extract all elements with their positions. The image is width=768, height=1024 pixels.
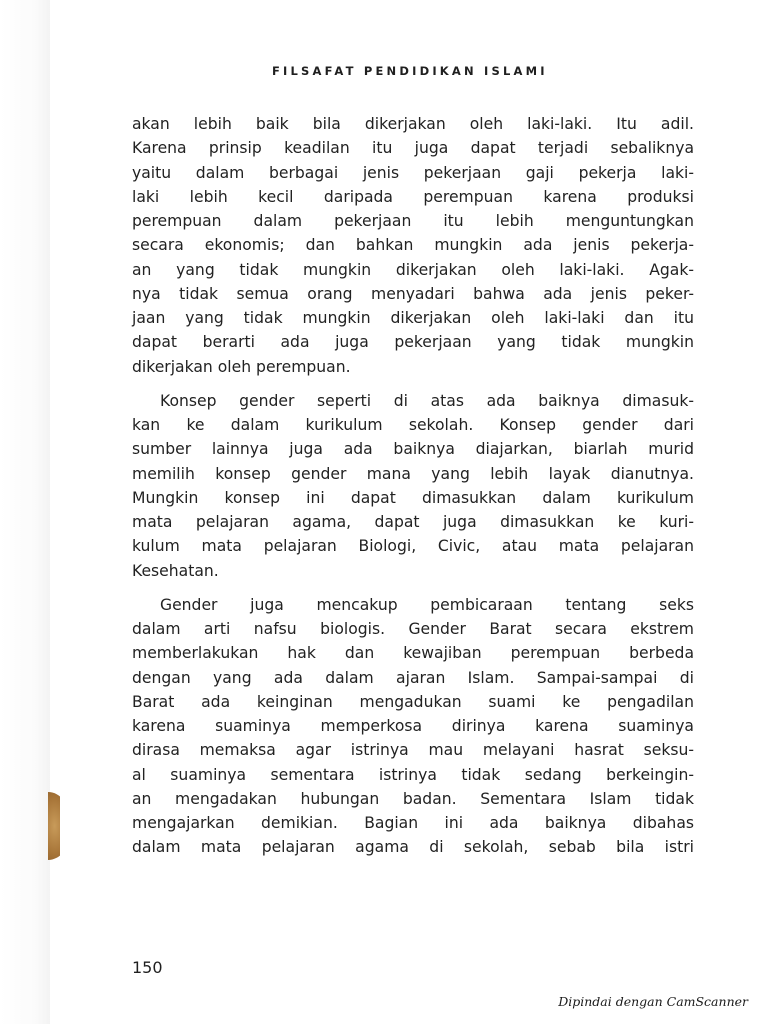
paragraph-gap: [132, 583, 694, 593]
text-line: dapat berarti ada juga pekerjaan yang tidak mungkin: [132, 333, 694, 352]
paragraph: [132, 389, 694, 583]
paragraph-gap: [132, 379, 694, 389]
text-line: dengan yang ada dalam ajaran Islam. Sampai-sampai di: [132, 668, 694, 687]
text-line: dirasa memaksa agar istrinya mau melayani hasrat seksu-: [132, 741, 694, 760]
text-line: kan ke dalam kurikulum sekolah. Konsep gender dari: [132, 416, 694, 434]
text-line: nya tidak semua orang menyadari bahwa ada jenis peker-: [132, 284, 694, 303]
text-line: Gender juga mencakup pembicaraan tentang seks: [160, 595, 694, 614]
text-line: Mungkin konsep ini dapat dimasukkan dalam kurikulum: [132, 488, 694, 507]
scan-margin: [0, 0, 50, 1024]
text-line: akan lebih baik bila dikerjakan oleh laki-laki. Itu adil.: [132, 115, 694, 133]
text-line: Barat ada keinginan mengadukan suami ke pengadilan: [132, 692, 694, 711]
text-line: dalam arti nafsu biologis. Gender Barat secara ekstrem: [132, 620, 694, 638]
text-line: Karena prinsip keadilan itu juga dapat terjadi sebaliknya: [132, 139, 694, 158]
text-line: mata pelajaran agama, dapat juga dimasukkan ke kuri-: [132, 513, 694, 531]
text-line: dikerjakan oleh perempuan.: [132, 357, 351, 376]
paragraph: [132, 593, 694, 860]
running-head: FILSAFAT PENDIDIKAN ISLAMI: [272, 64, 548, 78]
text-line: kulum mata pelajaran Biologi, Civic, atau mata pelajaran: [132, 537, 694, 556]
text-line: yaitu dalam berbagai jenis pekerjaan gaji pekerja laki-: [132, 163, 694, 182]
text-line: sumber lainnya juga ada baiknya diajarkan, biarlah murid: [132, 440, 694, 459]
text-line: Kesehatan.: [132, 561, 219, 580]
text-line: dalam mata pelajaran agama di sekolah, sebab bila istri: [132, 838, 694, 857]
text-line: Konsep gender seperti di atas ada baiknya dimasuk-: [160, 391, 694, 410]
text-line: laki lebih kecil daripada perempuan karena produksi: [132, 187, 694, 206]
text-line: perempuan dalam pekerjaan itu lebih menguntungkan: [132, 212, 694, 230]
text-line: al suaminya sementara istrinya tidak sedang berkeingin-: [132, 765, 694, 784]
body-text: [132, 112, 694, 860]
book-page: [60, 0, 760, 1024]
page-number: 150: [132, 958, 163, 977]
text-line: secara ekonomis; dan bahkan mungkin ada jenis pekerja-: [132, 236, 694, 255]
text-line: jaan yang tidak mungkin dikerjakan oleh laki-laki dan itu: [132, 309, 694, 327]
text-line: memilih konsep gender mana yang lebih layak dianutnya.: [132, 464, 694, 483]
text-line: an mengadakan hubungan badan. Sementara Islam tidak: [132, 789, 694, 808]
text-line: an yang tidak mungkin dikerjakan oleh laki-laki. Agak-: [132, 260, 694, 279]
paragraph: [132, 112, 694, 379]
scanner-watermark: Dipindai dengan CamScanner: [558, 994, 748, 1009]
text-line: memberlakukan hak dan kewajiban perempuan berbeda: [132, 644, 694, 663]
text-line: karena suaminya memperkosa dirinya karena suaminya: [132, 717, 694, 735]
text-line: mengajarkan demikian. Bagian ini ada baiknya dibahas: [132, 814, 694, 832]
